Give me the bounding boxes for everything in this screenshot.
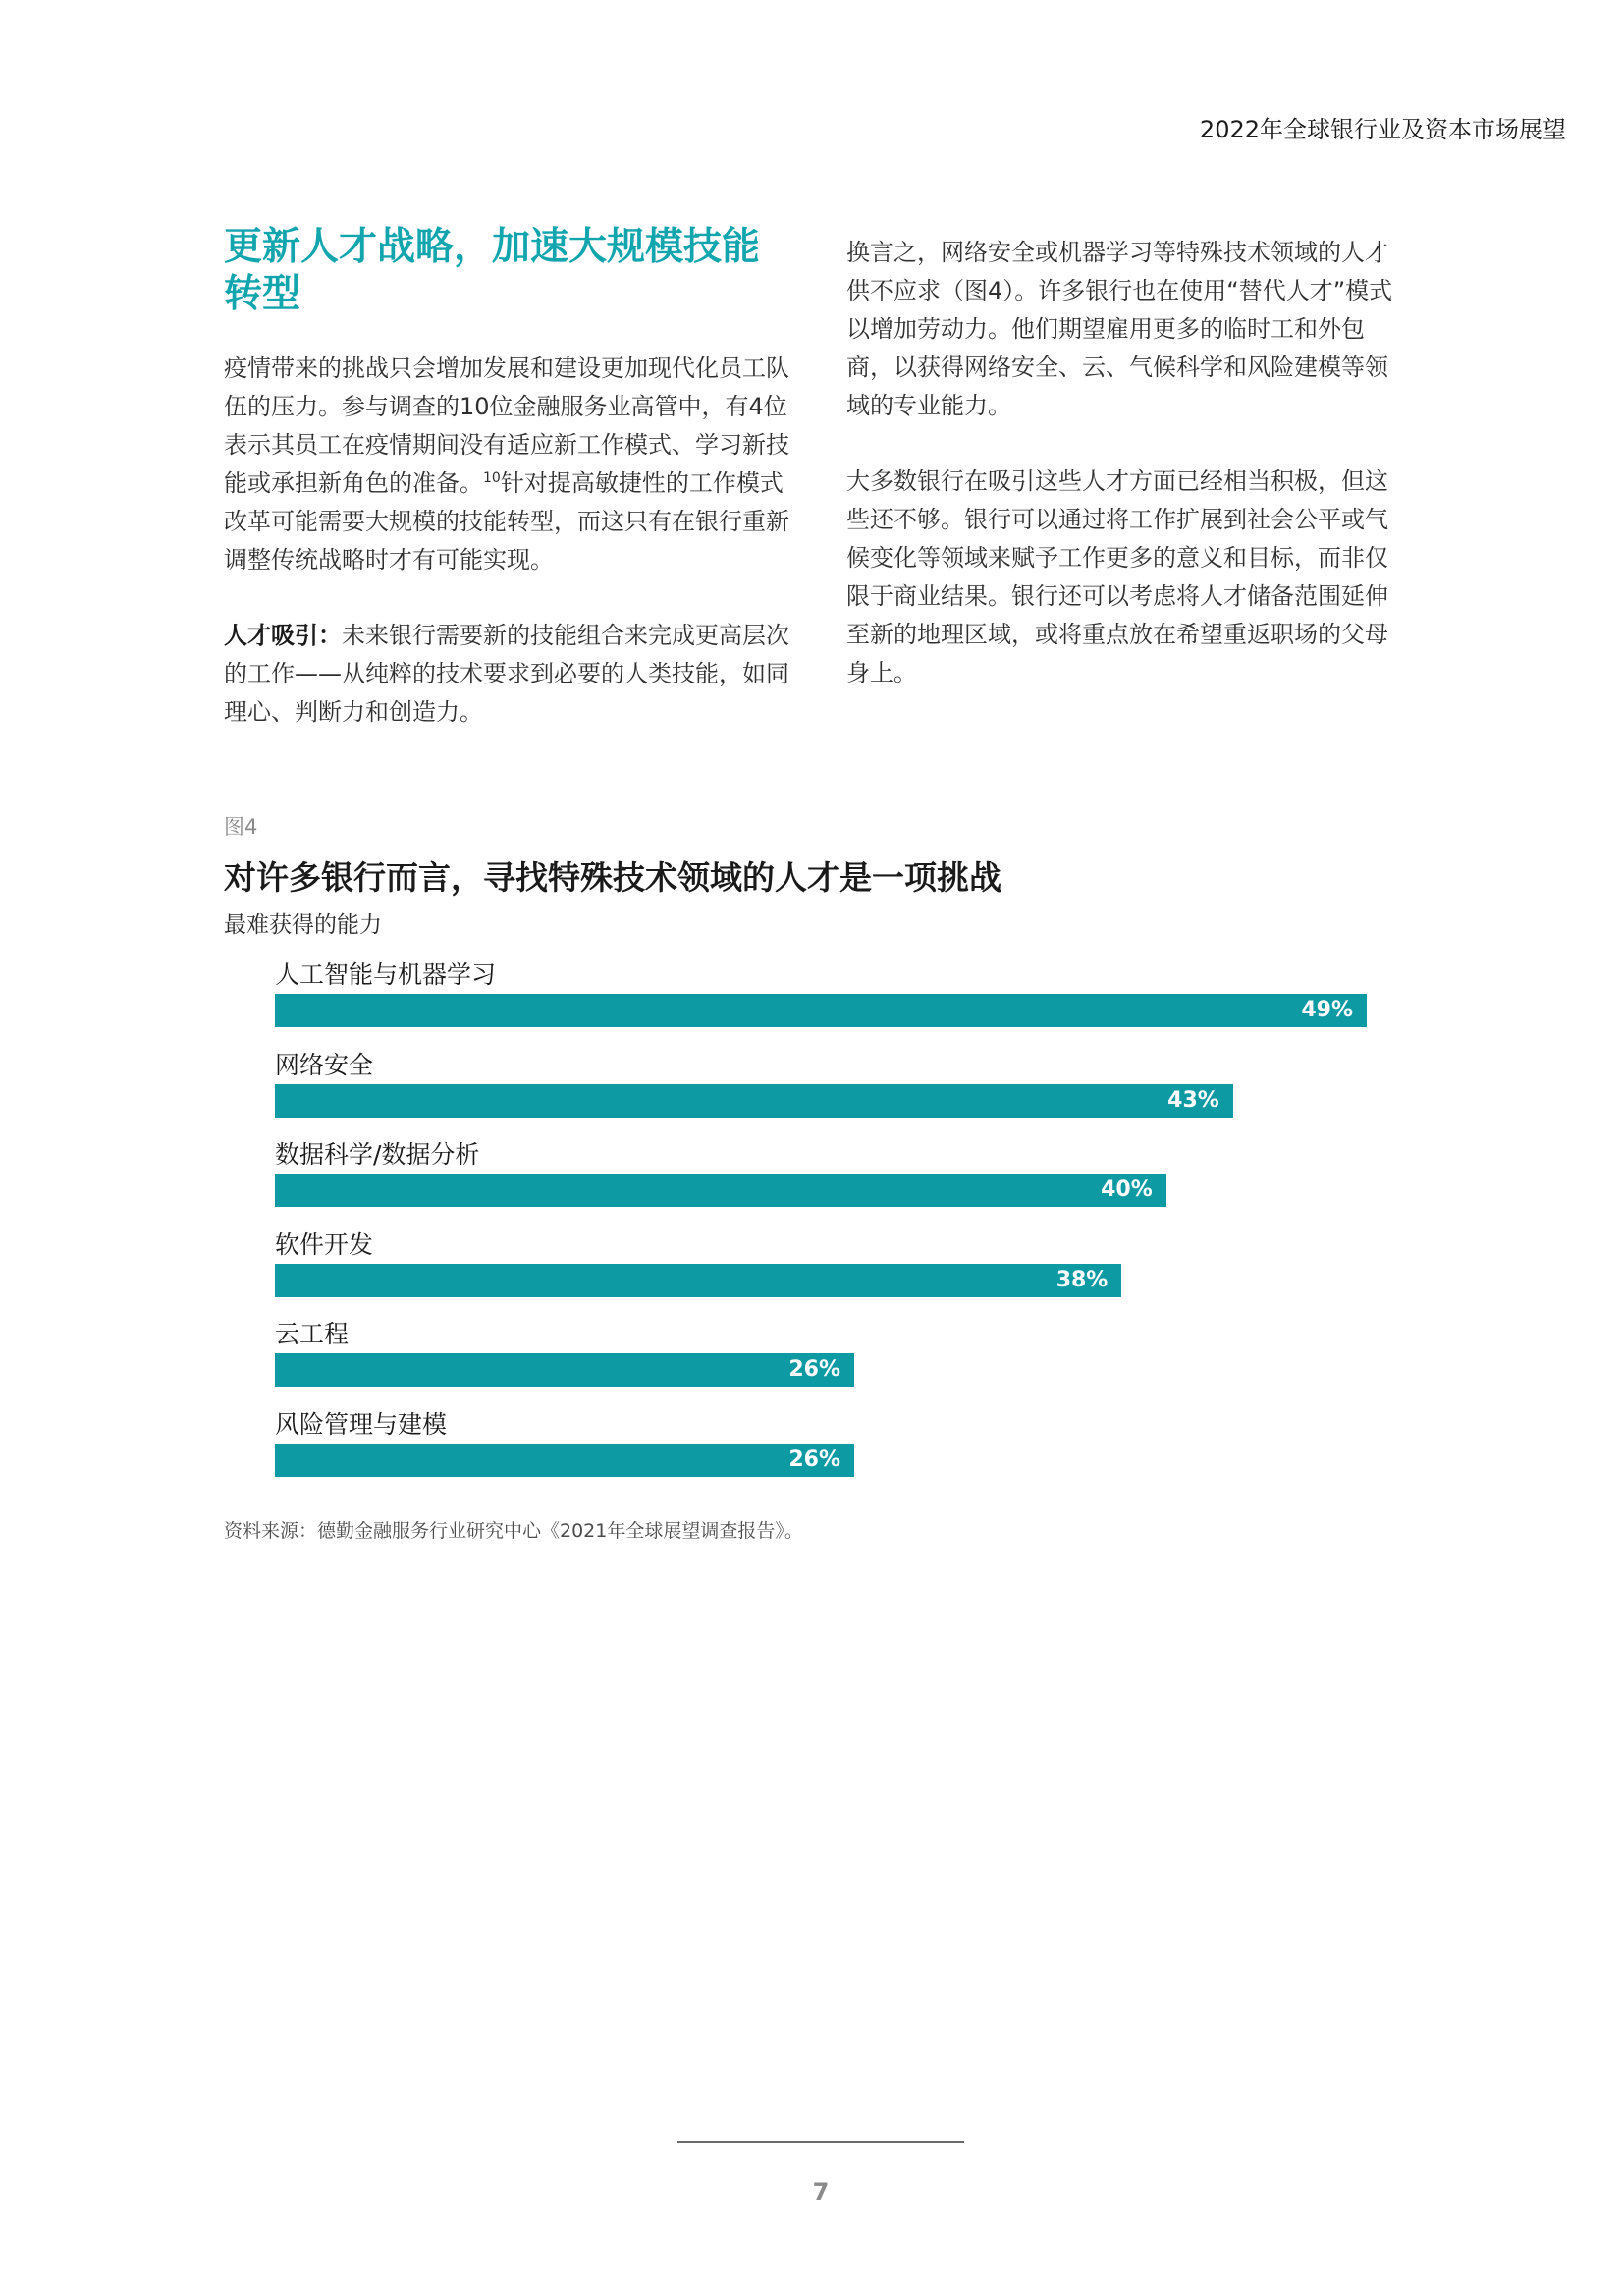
bar-row (275, 958, 1367, 1049)
paragraph-bank-actions: 大多数银行在吸引这些人才方面已经相当积极，但这些还不够。银行可以通过将工作扩展到社会公平或气候变化等领域来赋予工作更多的意义和目标，而非仅限于商业结果。银行还可以考虑将人才储备范围延伸至新的地理区域，或将重点放在希望重返职场的父母身上。 (846, 467, 1388, 686)
bar (275, 1174, 1166, 1207)
figure-source: 资料来源：德勤金融服务行业研究中心《2021年全球展望调查报告》。 (224, 1519, 803, 1542)
paragraph-workforce-pressure (224, 350, 793, 579)
bar-value-label: 49% (1301, 998, 1353, 1022)
bar (275, 1353, 854, 1387)
bar-value-label: 43% (1167, 1087, 1219, 1113)
bar-value-label: 26% (788, 1447, 841, 1472)
section-title (224, 224, 793, 318)
section-title-line2: 转型 (224, 272, 301, 316)
right-column (846, 234, 1396, 730)
bar-value-label: 40% (1101, 1177, 1153, 1203)
bar-row (275, 1318, 1367, 1408)
bar-category-label: 云工程 (275, 1320, 350, 1349)
bar-row (275, 1229, 1367, 1319)
section-title-line1: 更新人才战略，加速大规模技能 (224, 225, 761, 269)
left-column (224, 224, 793, 769)
para1-text-after: 针对提高敏捷性的工作模式改革可能需要大规模的技能转型，而这只有在银行重新调整传统战略时才有可能实现。 (224, 469, 789, 574)
bar (275, 994, 1367, 1027)
bar-category-label: 风险管理与建模 (275, 1409, 448, 1439)
bar-row (275, 1408, 1367, 1499)
bar-value-label: 26% (788, 1357, 841, 1383)
figure-subtitle: 最难获得的能力 (224, 912, 382, 938)
figure-number: 图4 (224, 815, 258, 839)
para2-lead: 人才吸引： (224, 622, 342, 649)
bar (275, 1444, 854, 1477)
bar-value-label: 38% (1055, 1267, 1109, 1292)
bar (275, 1084, 1233, 1118)
footnote-ref: 10 (483, 470, 501, 486)
figure-title: 对许多银行而言，寻找特殊技术领域的人才是一项挑战 (224, 858, 1001, 897)
para1-text-before: 疫情带来的挑战只会增加发展和建设更加现代化员工队伍的压力。参与调查的10位金融服务业高管中，有4位表示其员工在疫情期间没有适应新工作模式、学习新技能或承担新角色的准备。 (224, 355, 789, 497)
paragraph-talent-shortage: 换言之，网络安全或机器学习等特殊技术领域的人才供不应求（图4）。许多银行也在使用“替代人才”模式以增加劳动力。他们期望雇用更多的临时工和外包商，以获得网络安全、云、气候科学和风险建模等领域的专业能力。 (846, 239, 1393, 419)
bar-row (275, 1138, 1367, 1229)
bar-chart (275, 958, 1367, 1499)
paragraph-talent-attraction (224, 617, 793, 732)
bar (275, 1264, 1121, 1297)
figure-4 (224, 811, 1402, 1543)
bar-row (275, 1049, 1367, 1139)
running-title: 2022年全球银行业及资本市场展望 (1199, 116, 1566, 143)
para2-text: 未来银行需要新的技能组合来完成更高层次的工作——从纯粹的技术要求到必要的人类技能，如同理心、判断力和创造力。 (224, 622, 789, 726)
page-number: 7 (812, 2178, 830, 2206)
bar-category-label: 人工智能与机器学习 (275, 960, 497, 989)
bar-category-label: 网络安全 (275, 1050, 374, 1079)
footer-rule (677, 2141, 964, 2143)
bar-category-label: 软件开发 (275, 1230, 374, 1259)
bar-category-label: 数据科学/数据分析 (275, 1140, 480, 1170)
